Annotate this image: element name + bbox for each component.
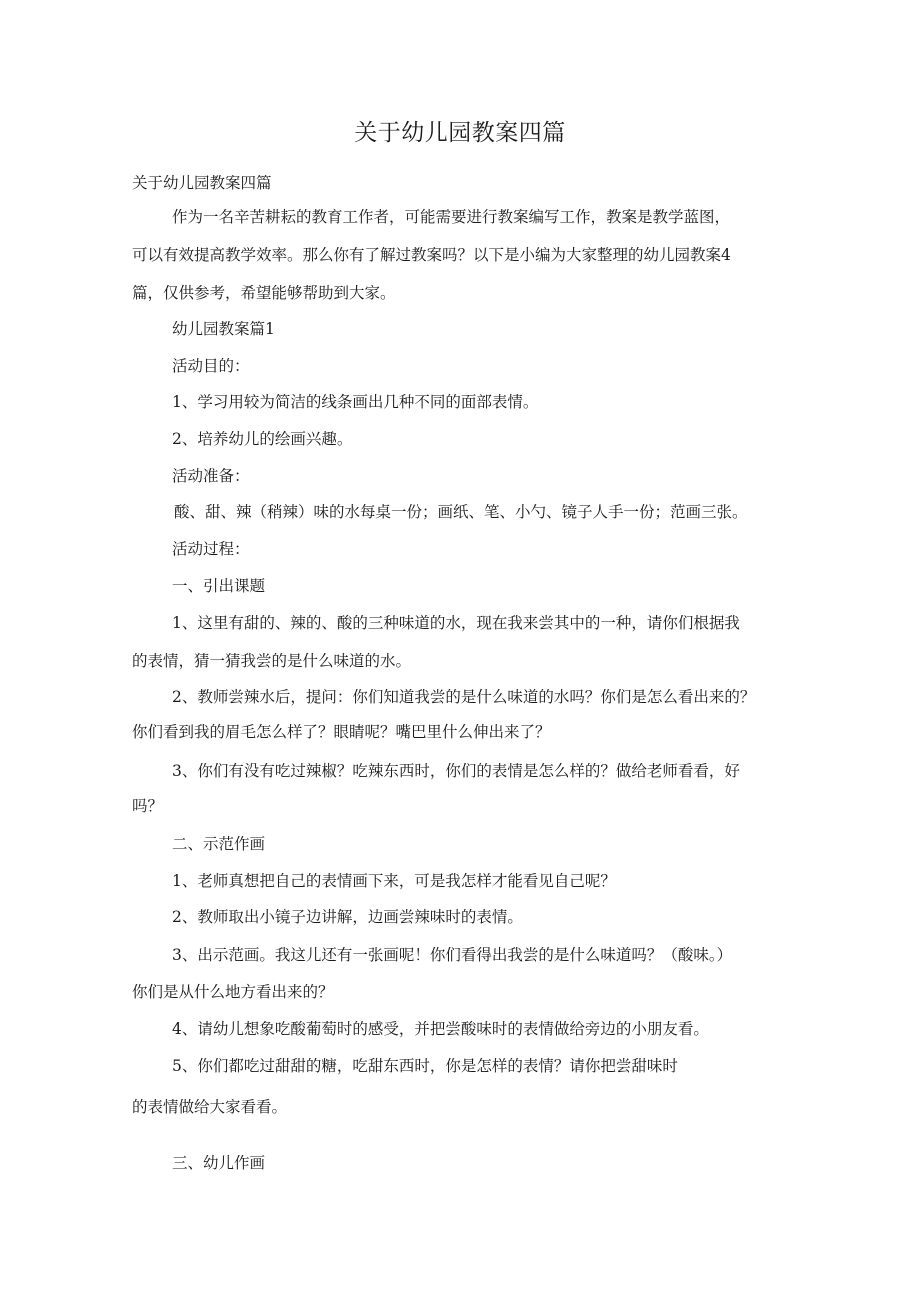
intro-line: 作为一名辛苦耕耘的教育工作者，可能需要进行教案编写工作，教案是教学蓝图， [172, 208, 731, 226]
goal-heading: 活动目的： [172, 357, 250, 375]
process-line: 的表情做给大家看看。 [132, 1098, 288, 1116]
section-heading: 三、幼儿作画 [172, 1154, 266, 1172]
intro-line: 篇，仅供参考，希望能够帮助到大家。 [132, 284, 396, 302]
page-title: 关于幼儿园教案四篇 [354, 120, 566, 146]
process-line: 2、教师尝辣水后，提问：你们知道我尝的是什么味道的水吗？你们是怎么看出来的？ [172, 688, 756, 706]
process-line: 你们是从什么地方看出来的？ [132, 983, 334, 1001]
goal-item: 2、培养幼儿的绘画兴趣。 [172, 430, 353, 448]
intro-line: 可以有效提高教学效率。那么你有了解过教案吗？以下是小编为大家整理的幼儿园教案4 [132, 246, 731, 264]
section-heading: 一、引出课题 [172, 577, 266, 595]
process-line: 的表情，猜一猜我尝的是什么味道的水。 [132, 652, 412, 670]
lesson-heading: 幼儿园教案篇1 [172, 320, 275, 338]
process-line: 1、老师真想把自己的表情画下来，可是我怎样才能看见自己呢？ [172, 872, 616, 890]
process-line: 你们看到我的眉毛怎么样了？眼睛呢？嘴巴里什么伸出来了？ [132, 723, 551, 741]
section-heading: 二、示范作画 [172, 835, 266, 853]
subtitle: 关于幼儿园教案四篇 [132, 174, 272, 192]
goal-item: 1、学习用较为简洁的线条画出几种不同的面部表情。 [172, 393, 539, 411]
prep-text: 酸、甜、辣（稍辣）味的水每桌一份；画纸、笔、小勺、镜子人手一份；范画三张。 [174, 503, 748, 521]
process-line: 1、这里有甜的、辣的、酸的三种味道的水，现在我来尝其中的一种，请你们根据我 [172, 614, 740, 632]
process-line: 3、出示范画。我这儿还有一张画呢！你们看得出我尝的是什么味道吗？（酸味。） [172, 946, 733, 964]
process-line: 3、你们有没有吃过辣椒？吃辣东西时，你们的表情是怎么样的？做给老师看看，好 [172, 762, 740, 780]
prep-heading: 活动准备： [172, 467, 250, 485]
process-line: 4、请幼儿想象吃酸葡萄时的感受，并把尝酸味时的表情做给旁边的小朋友看。 [172, 1020, 709, 1038]
process-line: 5、你们都吃过甜甜的糖，吃甜东西时，你是怎样的表情？请你把尝甜味时 [172, 1057, 678, 1075]
process-line: 吗？ [132, 797, 164, 815]
process-line: 2、教师取出小镜子边讲解，边画尝辣味时的表情。 [172, 908, 523, 926]
process-heading: 活动过程： [172, 540, 250, 558]
